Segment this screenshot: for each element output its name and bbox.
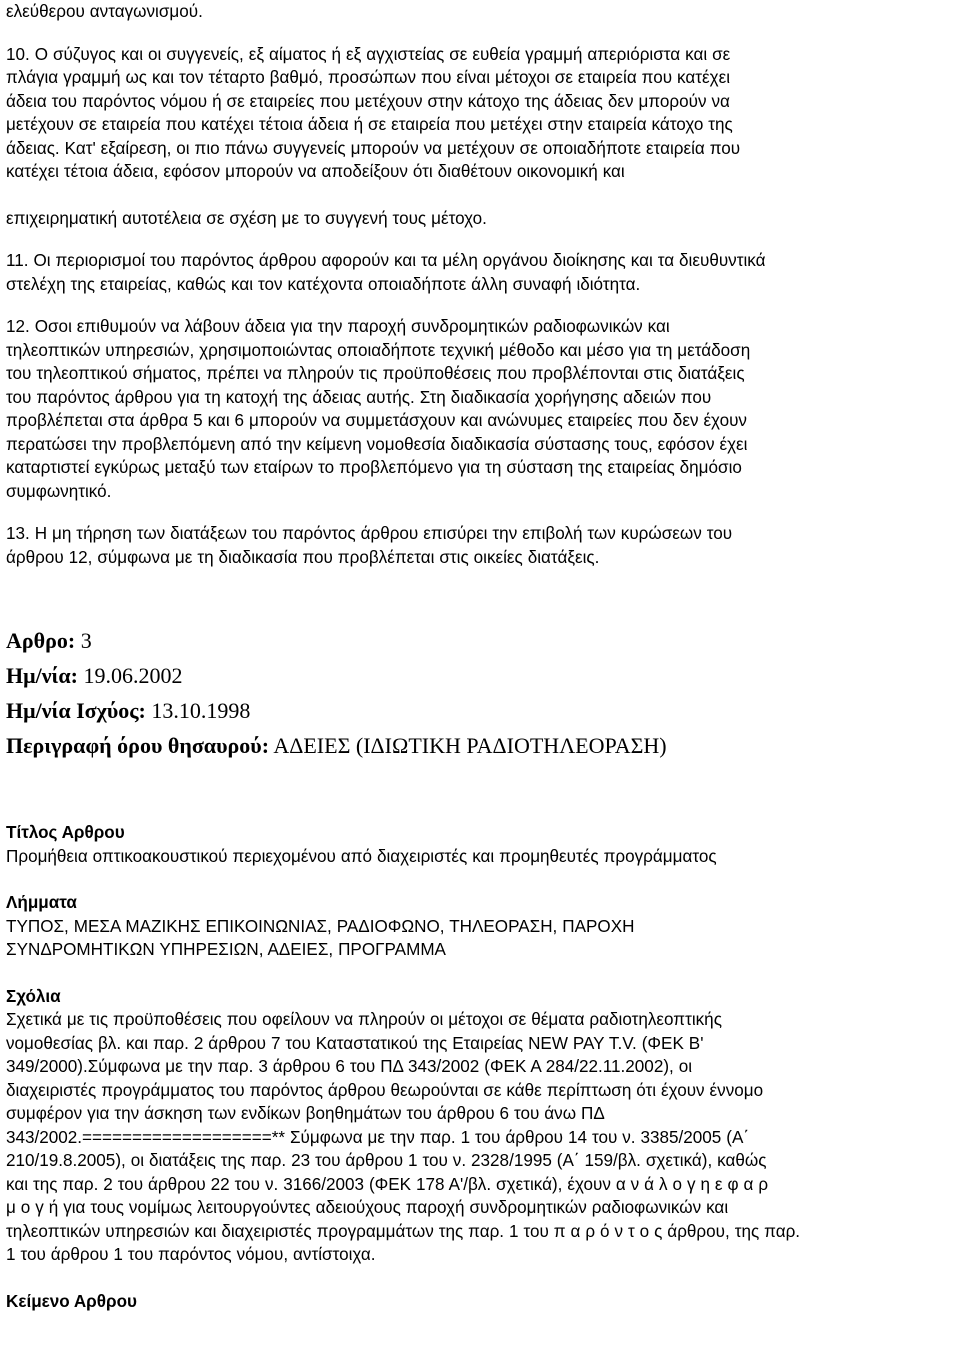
paragraph-line: στελέχη της εταιρείας, καθώς και τον κατέχοντα οποιαδήποτε άλλη συναφή ιδιότητα. — [6, 274, 641, 294]
paragraph-line: 11. Οι περιορισμοί του παρόντος άρθρου αφορούν και τα μέλη οργάνου διοίκησης και τα διευθυντικά — [6, 251, 766, 270]
date-row — [6, 658, 958, 693]
comments-line: νομοθεσίας βλ. και παρ. 2 άρθρου 7 του Καταστατικού της Εταιρείας NEW PAY T.V. (ΦΕΚ Β' — [6, 1033, 704, 1053]
comments-line: τηλεοπτικών υπηρεσιών και διαχειριστές προγραμμάτων της παρ. 1 του π α ρ ό ν τ ο ς άρθρου, της παρ. — [6, 1221, 801, 1241]
lemmas-heading: Λήμματα — [6, 893, 77, 912]
thesaurus-row — [6, 728, 958, 763]
document-page — [6, 0, 958, 1313]
paragraph-line: επιχειρηματική αυτοτέλεια σε σχέση με το συγγενή τους μέτοχο. — [6, 208, 487, 228]
comments-line: 210/19.8.2005), οι διατάξεις της παρ. 23 του άρθρου 1 του ν. 2328/1995 (Α΄ 159/βλ. σχετικά), καθώς — [6, 1151, 767, 1170]
paragraph-continuation: ελεύθερου ανταγωνισμού. — [6, 2, 203, 21]
paragraph-line: άδεια του παρόντος νόμου ή σε εταιρείες που μετέχουν στην κάτοχο της άδειας δεν μπορούν να — [6, 91, 730, 111]
effective-date-row — [6, 693, 958, 728]
paragraph-10 — [6, 43, 958, 231]
paragraph-13 — [6, 522, 958, 569]
article-text-heading: Κείμενο Αρθρου — [6, 1291, 137, 1311]
paragraph-line: πλάγια γραμμή ως και τον τέταρτο βαθμό, προσώπων που είναι μέτοχοι σε εταιρεία που κατέχει — [6, 68, 731, 87]
paragraph-line: άρθρου 12, σύμφωνα με τη διαδικασία που προβλέπεται στις οικείες διατάξεις. — [6, 547, 600, 567]
comments-heading: Σχόλια — [6, 986, 61, 1006]
effective-date-value: 13.10.1998 — [151, 698, 251, 723]
date-label: Ημ/νία: — [6, 663, 78, 688]
comments-line: 349/2000).Σύμφωνα με την παρ. 3 άρθρου 6 του ΠΔ 343/2002 (ΦΕΚ Α 284/22.11.2002), οι — [6, 1057, 693, 1076]
comments-line: μ ο γ ή για τους νομίμως λειτουργούντες αδειούχους παροχή συνδρομητικών ραδιοφωνικών και — [6, 1198, 729, 1217]
article-number-row — [6, 623, 958, 658]
paragraph-line: καταρτιστεί εγκύρως μεταξύ των εταίρων το προβλεπόμενο για τη σύσταση της εταιρείας δημόσιο — [6, 458, 742, 477]
date-value: 19.06.2002 — [83, 663, 183, 688]
paragraph-line: τηλεοπτικών υπηρεσιών, χρησιμοποιώντας οποιαδήποτε τεχνική μέθοδο και μέσο για τη μετάδοση — [6, 340, 751, 360]
paragraph-line: του τηλεοπτικού σήματος, πρέπει να πληρούν τις προϋποθέσεις που προβλέπονται στις διατάξεις — [6, 364, 745, 383]
paragraph-line: 10. Ο σύζυγος και οι συγγενείς, εξ αίματος ή εξ αγχιστείας σε ευθεία γραμμή απεριόριστα και σε — [6, 44, 731, 64]
comments-line: Σχετικά με τις προϋποθέσεις που οφείλουν να πληρούν οι μέτοχοι σε θέματα ραδιοτηλεοπτικής — [6, 1010, 722, 1029]
comments-line: 1 του άρθρου 1 του παρόντος νόμου, αντίστοιχα. — [6, 1245, 376, 1264]
lemmas-line: ΣΥΝΔΡΟΜΗΤΙΚΩΝ ΥΠΗΡΕΣΙΩΝ, ΑΔΕΙΕΣ, ΠΡΟΓΡΑΜΜΑ — [6, 940, 446, 959]
comments-line: και της παρ. 2 του άρθρου 22 του ν. 3166/2003 (ΦΕΚ 178 Α'/βλ. σχετικά), έχουν α ν ά λ ο γ η ε φ α ρ — [6, 1174, 769, 1194]
lemmas-section — [6, 891, 958, 962]
article-number-label: Αρθρο: — [6, 628, 76, 653]
article-title-heading: Τίτλος Αρθρου — [6, 823, 125, 842]
article-number-value: 3 — [80, 628, 92, 653]
lemmas-line: ΤΥΠΟΣ, ΜΕΣΑ ΜΑΖΙΚΗΣ ΕΠΙΚΟΙΝΩΝΙΑΣ, ΡΑΔΙΟΦΩΝΟ, ΤΗΛΕΟΡΑΣΗ, ΠΑΡΟΧΗ — [6, 916, 635, 936]
paragraph-line: του παρόντος άρθρου για τη κατοχή της άδειας αυτής. Στη διαδικασία χορήγησης αδειών που — [6, 387, 712, 407]
thesaurus-value: ΑΔΕΙΕΣ (ΙΔΙΩΤΙΚΗ ΡΑΔΙΟΤΗΛΕΟΡΑΣΗ) — [273, 733, 667, 758]
paragraph-11 — [6, 249, 958, 296]
thesaurus-label: Περιγραφή όρου θησαυρού: — [6, 733, 270, 758]
paragraph-line: 13. Η μη τήρηση των διατάξεων του παρόντος άρθρου επισύρει την επιβολή των κυρώσεων του — [6, 524, 733, 543]
paragraph-line: περατώσει την προβλεπόμενη από την κείμενη νομοθεσία διαδικασία σύστασης τους, εφόσον έχει — [6, 434, 748, 454]
comments-line: διαχειριστές προγράμματος του παρόντος άρθρου θεωρούνται σε κάθε περίπτωση ότι έχουν έννομο — [6, 1080, 764, 1100]
paragraph-line: προβλέπεται στα άρθρα 5 και 6 μπορούν να συμμετάσχουν και ανώνυμες εταιρείες που δεν έχουν — [6, 411, 747, 430]
article-title-text: Προμήθεια οπτικοακουστικού περιεχομένου από διαχειριστές και προμηθευτές προγράμματος — [6, 846, 717, 866]
paragraph-line: μετέχουν σε εταιρεία που κατέχει τέτοια άδεια ή σε εταιρεία που μετέχει στην εταιρεία κάτοχο της — [6, 115, 733, 134]
paragraph-line: άδειας. Κατ' εξαίρεση, οι πιο πάνω συγγενείς μπορούν να μετέχουν σε οποιαδήποτε εταιρεία που — [6, 138, 741, 158]
paragraph-line: κατέχει τέτοια άδεια, εφόσον μπορούν να αποδείξουν ότι διαθέτουν οικονομική και — [6, 162, 625, 181]
article-title-section — [6, 821, 958, 868]
paragraph-12 — [6, 315, 958, 503]
article-metadata — [6, 623, 958, 763]
paragraph-line: 12. Οσοι επιθυμούν να λάβουν άδεια για την παροχή συνδρομητικών ραδιοφωνικών και — [6, 317, 670, 336]
comments-line: 343/2002.===================** Σύμφωνα με την παρ. 1 του άρθρου 14 του ν. 3385/2005 (Α΄ — [6, 1127, 750, 1147]
comments-section — [6, 985, 958, 1267]
paragraph-line: συμφωνητικό. — [6, 481, 112, 501]
comments-line: συμφέρον για την άσκηση των ενδίκων βοηθημάτων του άρθρου 6 του άνω ΠΔ — [6, 1104, 605, 1123]
effective-date-label: Ημ/νία Ισχύος: — [6, 698, 146, 723]
